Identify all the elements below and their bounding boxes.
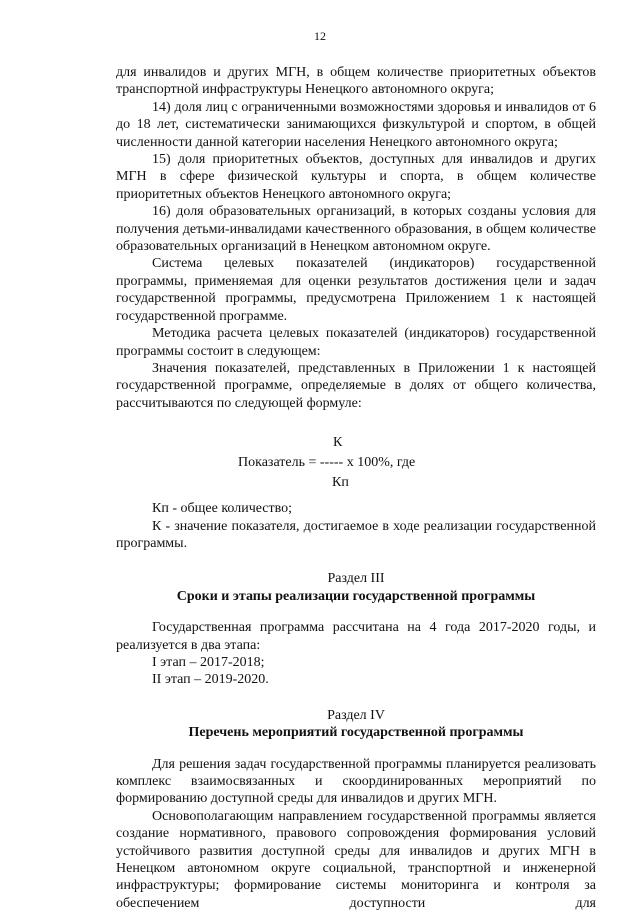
section-4-text-2: Основополагающим направлением государственной программы является создание нормативного, правового сопровождения формирования условий устойчивого развития доступной среды для инвалидов и других МГН в Ненецком автономном округе социальной, транспортной и инженерной инфраструктуры; формирование системы мониторинга и контроля за обеспечением доступности для (116, 808, 596, 911)
paragraph-values: Значения показателей, представленных в Приложении 1 к настоящей государственной программе, определяемые в долях от общего количества, рассчитываются по следующей формуле: (116, 360, 596, 411)
page-body (116, 64, 596, 912)
section-4-title: Перечень мероприятий государственной программы (188, 725, 524, 741)
definition-kn: Кп - общее количество; (152, 501, 293, 517)
section-4-text-1: Для решения задач государственной программы планируется реализовать комплекс взаимосвязанных и скоординированных мероприятий по формированию доступной среды для инвалидов и других МГН. (116, 756, 596, 807)
list-item-16: 16) доля образовательных организаций, в которых созданы условия для получения детьми-инвалидами качественного образования, в общем количестве образовательных организаций в Ненецком автономном округе. (116, 204, 596, 255)
paragraph-methodology: Методика расчета целевых показателей (индикаторов) государственной программы состоит в следующем: (116, 326, 596, 359)
section-3-title: Сроки и этапы реализации государственной программы (176, 588, 536, 604)
definition-k: К - значение показателя, достигаемое в ходе реализации государственной программы. (116, 518, 596, 551)
paragraph-continuation: для инвалидов и других МГН, в общем количестве приоритетных объектов транспортной инфраструктуры Ненецкого автономного округа; (116, 65, 596, 98)
list-item-14: 14) доля лиц с ограниченными возможностями здоровья и инвалидов от 6 до 18 лет, систематически занимающихся физкультурой и спортом, в общей численности данной категории населения Ненецкого автономного округа; (116, 99, 596, 150)
stage-2: II этап – 2019-2020. (152, 672, 269, 688)
formula (116, 434, 596, 496)
paragraph-indicator-system: Система целевых показателей (индикаторов) государственной программы, применяемая для оценки результатов достижения цели и задач государственной программы, предусмотрена Приложением 1 к настоящей государственной программе. (116, 256, 596, 324)
section-3-text: Государственная программа рассчитана на 4 года 2017-2020 годы, и реализуется в два этапа: (116, 620, 596, 653)
formula-denominator: Кп (332, 475, 349, 491)
formula-main: Показатель = ----- х 100%, где (238, 455, 416, 471)
section-3-heading: Раздел III (327, 571, 385, 587)
list-item-15: 15) доля приоритетных объектов, доступных для инвалидов и других МГН в сфере физической культуры и спорта, в общем количестве приоритетных объектов Ненецкого автономного округа; (116, 152, 596, 202)
stage-1: I этап – 2017-2018; (152, 654, 265, 670)
section-4-heading: Раздел IV (327, 707, 385, 723)
page-number: 12 (314, 29, 326, 43)
formula-numerator: К (333, 435, 343, 451)
